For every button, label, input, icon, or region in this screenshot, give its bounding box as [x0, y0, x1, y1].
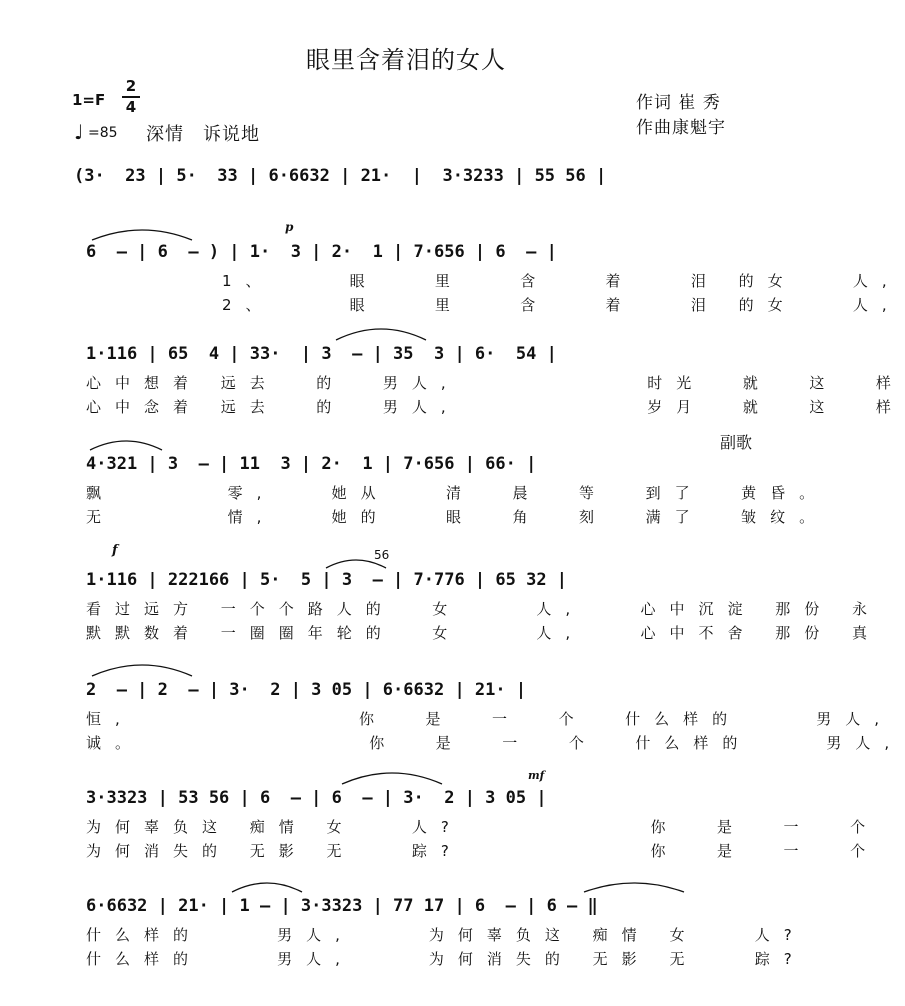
song-title: 眼里含着泪的女人 — [306, 46, 506, 74]
dynamic-mf: mf — [528, 769, 545, 782]
notes-row-2 — [0, 242, 812, 266]
time-signature-top: 2 — [125, 77, 137, 95]
time-signature-bottom: 4 — [125, 97, 137, 116]
notes-row-6-text: 2 – | 2 – | 3· 2 | 3 05 | 6·6632 | 21· | — [86, 680, 527, 700]
grace-notes: 56 — [374, 548, 390, 562]
lyrics-row-8-verse-1: 什么样的 男人, 为何辜负这 痴情 女 人? — [86, 926, 806, 944]
lyrics-row-3-verse-2: 心中念着 远去 的 男人, 岁月 就 这 样 — [86, 398, 905, 416]
tie-arc — [584, 878, 684, 894]
lyrics-row-5-verse-1: 看过远方 一个个路人的 女 人, 心中沉淀 那份 永 — [86, 600, 881, 618]
notes-row-8 — [0, 896, 812, 920]
notes-row-3 — [0, 344, 812, 368]
notes-row-6 — [0, 680, 812, 704]
notes-row-1-text: (3· 23 | 5· 33 | 6·6632 | 21· | 3·3233 | 55 56 | — [74, 166, 607, 186]
notes-row-4-text: 4·321 | 3 – | 11 3 | 2· 1 | 7·656 | 66· | — [86, 454, 537, 474]
key-signature: 1=F — [72, 91, 106, 109]
lyrics-row-4-verse-2: 无 情, 她的 眼 角 刻 满了 皱纹。 — [86, 508, 829, 526]
notes-row-1 — [0, 166, 812, 190]
lyrics-row-3-verse-1: 心中想着 远去 的 男人, 时光 就 这 样 — [86, 374, 905, 392]
tie-arc — [92, 226, 192, 242]
notes-row-4 — [0, 454, 812, 478]
slur-arc — [90, 436, 162, 452]
slur-arc — [326, 556, 386, 570]
lyrics-row-5-verse-2: 默默数着 一圈圈年轮的 女 人, 心中不舍 那份 真 — [86, 624, 881, 642]
composer-credit: 作曲康魁宇 — [636, 118, 726, 138]
notes-row-7 — [0, 788, 812, 812]
dynamic-p: p — [285, 220, 294, 234]
lyrics-row-6-verse-2: 诚。 你 是 一 个 什么样的 男人, — [86, 734, 904, 752]
lyrics-row-6-verse-1: 恒, 你 是 一 个 什么样的 男人, — [86, 710, 893, 728]
dynamic-f: f — [112, 543, 118, 558]
notes-row-8-text: 6·6632 | 21· | 1 – | 3·3323 | 77 17 | 6 – | 6 – ‖ — [86, 896, 598, 916]
notes-row-5 — [0, 570, 812, 594]
notes-row-3-text: 1·116 | 65 4 | 33· | 3 – | 35 3 | 6· 54 | — [86, 344, 557, 364]
tie-arc — [92, 660, 192, 678]
time-signature — [122, 78, 140, 116]
lyrics-row-4-verse-1: 飘 零, 她从 清 晨 等 到了 黄昏。 — [86, 484, 829, 502]
tie-arc — [232, 878, 302, 894]
notes-row-2-text: 6 – | 6 – ) | 1· 3 | 2· 1 | 7·656 | 6 – | — [86, 242, 557, 262]
lyrics-row-7-verse-1: 为何辜负这 痴情 女 人? 你 是 一 个 — [86, 818, 880, 836]
expression-marking: 深情 诉说地 — [146, 124, 260, 145]
tempo-value: =85 — [88, 125, 118, 141]
tie-arc — [342, 768, 442, 786]
quarter-note-icon: ♩ — [74, 120, 84, 144]
lyricist-credit: 作词 崔 秀 — [636, 93, 721, 113]
tie-arc — [336, 324, 426, 342]
section-label: 副歌 — [720, 433, 753, 452]
lyrics-row-7-verse-2: 为何消失的 无影 无 踪? 你 是 一 个 — [86, 842, 880, 860]
lyrics-row-2-verse-1: 1、 眼 里 含 着 泪 的女 人, — [222, 272, 901, 290]
lyrics-row-8-verse-2: 什么样的 男人, 为何消失的 无影 无 踪? — [86, 950, 806, 968]
notes-row-5-text: 1·116 | 222166 | 5· 5 | 3 – | 7·776 | 65 32 | — [86, 570, 568, 590]
notes-row-7-text: 3·3323 | 53 56 | 6 – | 6 – | 3· 2 | 3 05 | — [86, 788, 547, 808]
lyrics-row-2-verse-2: 2、 眼 里 含 着 泪 的女 人, — [222, 296, 901, 314]
